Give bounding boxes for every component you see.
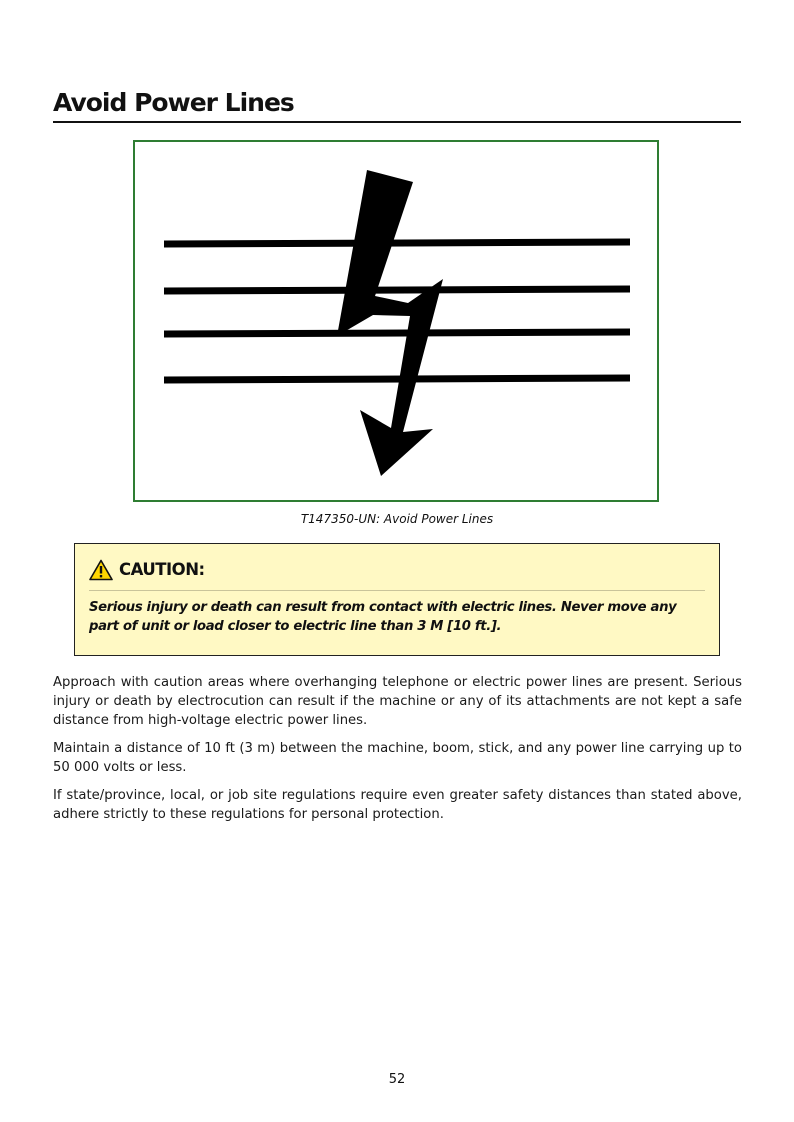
figure-caption: T147350-UN: Avoid Power Lines	[300, 512, 494, 526]
power-line-4	[164, 378, 630, 380]
illustration-frame	[133, 140, 659, 502]
caution-header	[89, 558, 705, 591]
power-line-3	[164, 332, 630, 334]
lightning-bolt	[337, 170, 443, 476]
power-lines-lightning-bolt-icon	[135, 142, 657, 500]
power-line-2	[164, 289, 630, 291]
page-title: Avoid Power Lines	[53, 86, 741, 123]
caution-text: Serious injury or death can result from contact with electric lines. Never move any part of unit or load closer to electric line than 3 M [10 ft.].	[89, 600, 677, 634]
body-paragraph-1: Approach with caution areas where overhanging telephone or electric power lines are present. Serious injury or death by electrocution can result if the machine or any of its attachments are not kept a safe distance from high-voltage electric power lines.	[53, 675, 742, 728]
page-number: 52	[388, 1072, 406, 1087]
warning-triangle-icon	[89, 559, 113, 581]
caution-title: CAUTION:	[119, 560, 205, 579]
caution-box	[74, 543, 720, 656]
body-paragraph-3: If state/province, local, or job site regulations require even greater safety distances than stated above, adhere strictly to these regulations for personal protection.	[53, 788, 742, 822]
body-paragraph-2: Maintain a distance of 10 ft (3 m) between the machine, boom, stick, and any power line carrying up to 50 000 volts or less.	[53, 741, 742, 775]
power-line-1	[164, 242, 630, 244]
